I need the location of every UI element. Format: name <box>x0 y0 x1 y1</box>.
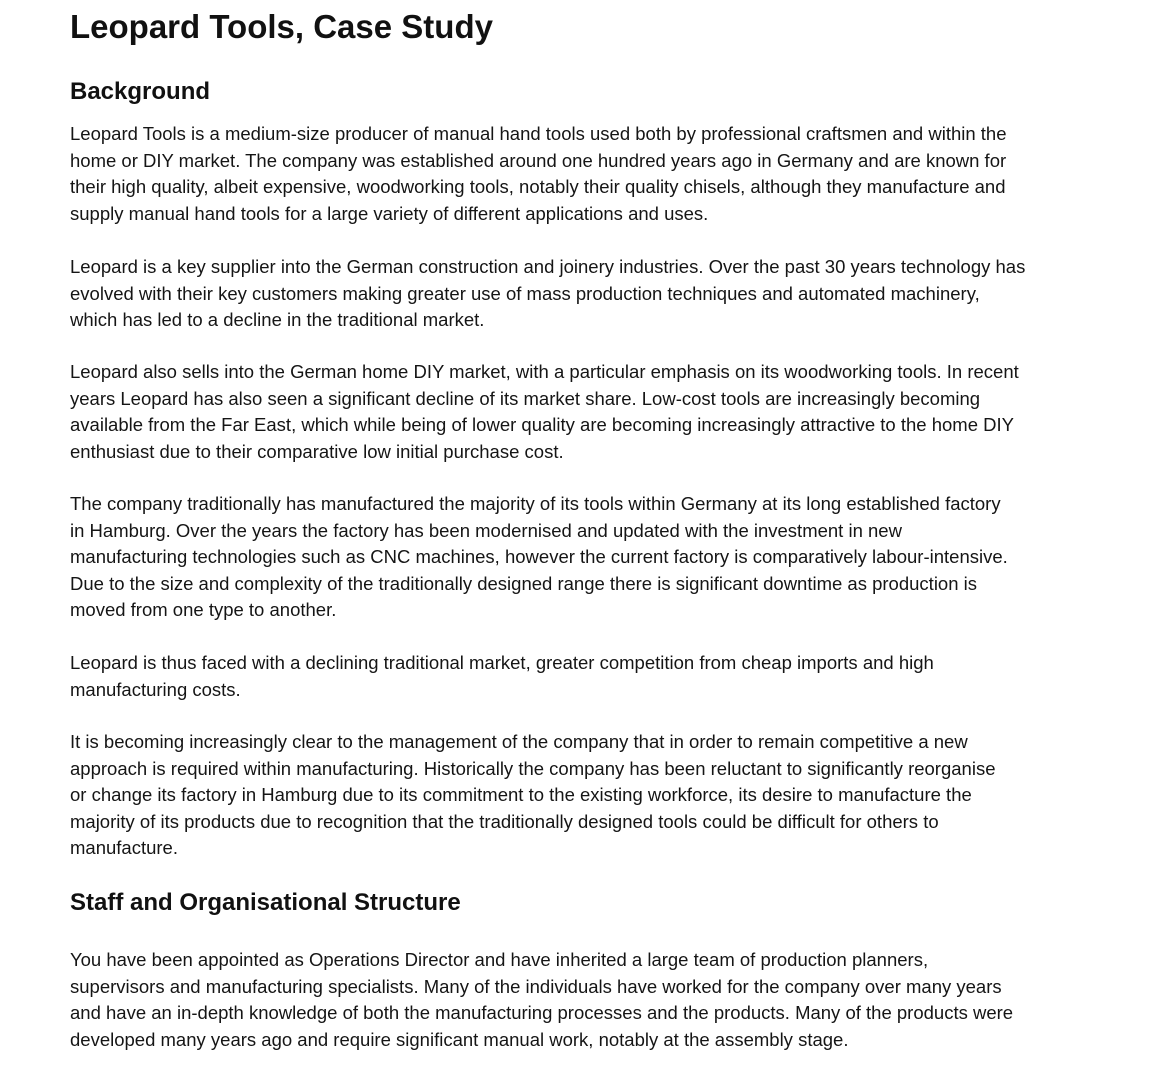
paragraph-line: You have been appointed as Operations Director and have inherited a large team of production planners, <box>70 949 929 970</box>
paragraph-company-overview <box>70 121 1115 227</box>
section-heading-staff-structure: Staff and Organisational Structure <box>70 889 461 916</box>
paragraph-line: which has led to a decline in the traditional market. <box>70 309 485 330</box>
paragraph-line: majority of its products due to recognition that the traditionally designed tools could be difficult for others to <box>70 810 939 832</box>
paragraph-line: developed many years ago and require significant manual work, notably at the assembly stage. <box>70 1028 849 1050</box>
paragraph-line: supply manual hand tools for a large variety of different applications and uses. <box>70 202 709 224</box>
paragraph-line: Leopard is thus faced with a declining traditional market, greater competition from cheap imports and high <box>70 652 934 673</box>
paragraph-line: It is becoming increasingly clear to the management of the company that in order to remain competitive a new <box>70 731 968 752</box>
paragraph-operations-director <box>70 947 1115 1053</box>
paragraph-line: evolved with their key customers making greater use of mass production techniques and automated machinery, <box>70 282 980 304</box>
paragraph-line: Leopard also sells into the German home DIY market, with a particular emphasis on its woodworking tools. In recent <box>70 361 1019 382</box>
paragraph-line: and have an in-depth knowledge of both the manufacturing processes and the products. Many of the products were <box>70 1002 1014 1023</box>
paragraph-line: their high quality, albeit expensive, woodworking tools, notably their quality chisels, although they manufacture and <box>70 176 1006 197</box>
document-title: Leopard Tools, Case Study <box>70 8 493 45</box>
paragraph-diy-market <box>70 359 1115 465</box>
paragraph-line: years Leopard has also seen a significant decline of its market share. Low-cost tools are increasingly becoming <box>70 387 981 409</box>
section-heading-background: Background <box>70 78 211 105</box>
paragraph-line: Due to the size and complexity of the traditionally designed range there is significant downtime as production is <box>70 572 978 594</box>
paragraph-line: approach is required within manufacturing. Historically the company has been reluctant to significantly reorganise <box>70 757 996 779</box>
paragraph-line: manufacturing costs. <box>70 678 241 700</box>
paragraph-line: or change its factory in Hamburg due to its commitment to the existing workforce, its desire to manufacture the <box>70 784 972 805</box>
paragraph-construction-market <box>70 254 1115 334</box>
paragraph-line: enthusiast due to their comparative low initial purchase cost. <box>70 440 564 462</box>
paragraph-line: home or DIY market. The company was established around one hundred years ago in Germany and are known for <box>70 149 1007 171</box>
paragraph-management-approach <box>70 729 1115 862</box>
paragraph-line: moved from one type to another. <box>70 599 337 620</box>
paragraph-line: available from the Far East, which while being of lower quality are becoming increasingly attractive to the home DIY <box>70 414 1014 435</box>
paragraph-line: manufacture. <box>70 837 178 858</box>
paragraph-line: in Hamburg. Over the years the factory has been modernised and updated with the investment in new <box>70 519 902 541</box>
paragraph-hamburg-factory <box>70 491 1115 624</box>
paragraph-line: supervisors and manufacturing specialists. Many of the individuals have worked for the company over many years <box>70 975 1002 997</box>
paragraph-challenges-summary <box>70 650 1115 703</box>
paragraph-line: The company traditionally has manufactured the majority of its tools within Germany at its long established factory <box>70 493 1001 514</box>
paragraph-line: Leopard Tools is a medium-size producer of manual hand tools used both by professional craftsmen and within the <box>70 123 1007 144</box>
paragraph-line: Leopard is a key supplier into the German construction and joinery industries. Over the past 30 years technology has <box>70 256 1026 277</box>
paragraph-line: manufacturing technologies such as CNC machines, however the current factory is comparatively labour-intensive. <box>70 546 1008 567</box>
